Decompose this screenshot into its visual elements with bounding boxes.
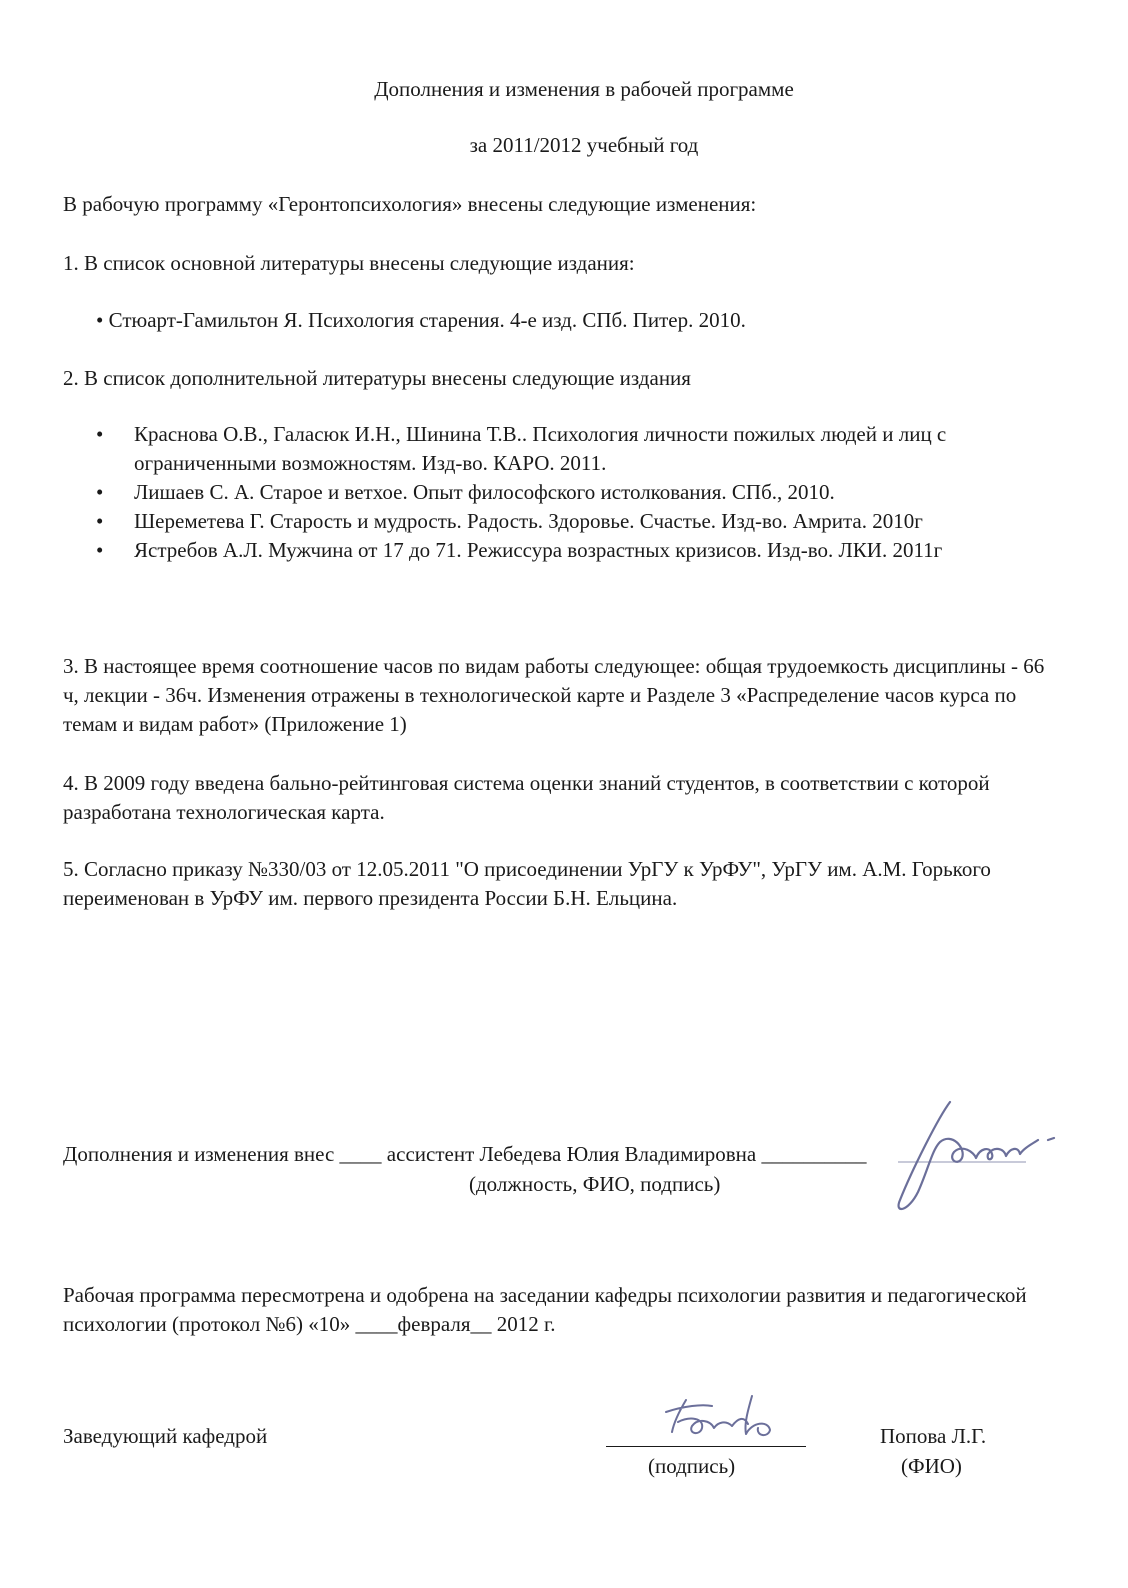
list-item-text: Шереметева Г. Старость и мудрость. Радость. Здоровье. Счастье. Изд-во. Амрита. 2010г [134, 509, 923, 533]
contributor-signature-icon [878, 1088, 1078, 1218]
main-literature-text: Стюарт-Гамильтон Я. Психология старения. 4-е изд. СПб. Питер. 2010. [108, 308, 746, 332]
intro-paragraph: В рабочую программу «Геронтопсихология» внесены следующие изменения: [63, 192, 757, 216]
section-1-heading: 1. В список основной литературы внесены следующие издания: [63, 251, 635, 275]
section-3-paragraph: 3. В настоящее время соотношение часов по видам работы следующее: общая трудоемкость дисциплины - 66 ч, лекции - 36ч. Изменения отражены в технологической карте и Разделе 3 «Распределение часов курса по темам и видам работ» (Приложение 1) [63, 654, 1045, 736]
bullet-icon: • [96, 480, 104, 504]
document-title: Дополнения и изменения в рабочей программе [374, 77, 794, 101]
bullet-icon: • [96, 422, 104, 446]
signature-caption: (подпись) [648, 1454, 736, 1478]
contributor-caption: (должность, ФИО, подпись) [469, 1172, 721, 1196]
approval-paragraph: Рабочая программа пересмотрена и одобрена на заседании кафедры психологии развития и педагогической психологии (протокол №6) «10» ____февраля__ 2012 г. [63, 1283, 1027, 1336]
section-5-paragraph: 5. Согласно приказу №330/03 от 12.05.2011 "О присоединении УрГУ к УрФУ", УрГУ им. А.М. Горького переименован в УрФУ им. первого президента России Б.Н. Ельцина. [63, 857, 991, 910]
contributor-line: Дополнения и изменения внес ____ ассистент Лебедева Юлия Владимировна __________ [63, 1142, 867, 1166]
list-item [96, 507, 1056, 536]
head-name: Попова Л.Г. [880, 1424, 987, 1448]
additional-literature-list [96, 420, 1056, 565]
bullet-icon: • [96, 308, 104, 332]
bullet-icon: • [96, 509, 104, 533]
main-literature-item [96, 306, 746, 335]
section-4-paragraph: 4. В 2009 году введена бально-рейтинговая система оценки знаний студентов, в соответствии с которой разработана технологическая карта. [63, 771, 990, 824]
list-item-text: Лишаев С. А. Старое и ветхое. Опыт философского истолкования. СПб., 2010. [134, 480, 835, 504]
name-caption: (ФИО) [901, 1454, 962, 1478]
list-item [96, 420, 1056, 478]
list-item [96, 478, 1056, 507]
bullet-icon: • [96, 538, 104, 562]
document-subtitle: за 2011/2012 учебный год [469, 133, 699, 157]
head-signature-icon [648, 1388, 798, 1448]
list-item-text: Краснова О.В., Галасюк И.Н., Шинина Т.В.. Психология личности пожилых людей и лиц с ограниченными возможностям. Изд-во. КАРО. 2011. [134, 422, 947, 475]
head-of-department-label: Заведующий кафедрой [63, 1424, 268, 1448]
list-item-text: Ястребов А.Л. Мужчина от 17 до 71. Режиссура возрастных кризисов. Изд-во. ЛКИ. 2011г [134, 538, 943, 562]
section-2-heading: 2. В список дополнительной литературы внесены следующие издания [63, 366, 691, 390]
list-item [96, 536, 1056, 565]
